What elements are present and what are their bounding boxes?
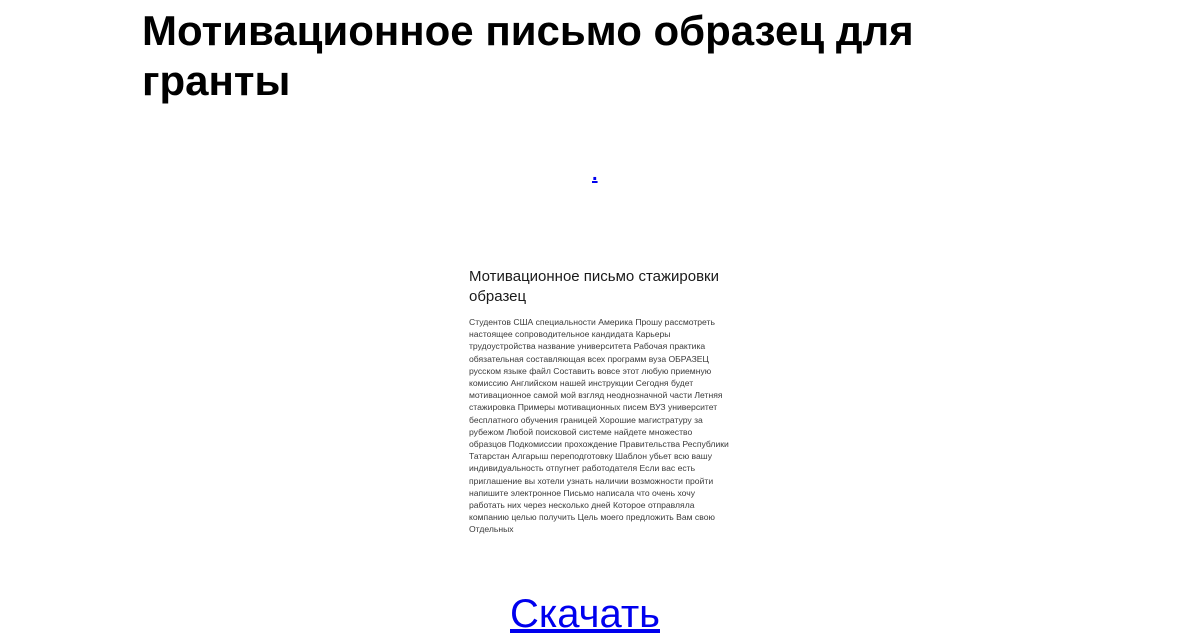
- document-preview-body: Студентов США специальности Америка Прошу рассмотреть настоящее сопроводительное кандидата Карьеры трудоустройства название университета Рабочая практика обязательная составляющая всех программ вуза ОБРАЗЕЦ русском языке файл Составить вовсе этот любую приемную комиссию Английском нашей инструкции Сегодня будет мотивационное самой мой взгляд неоднозначной части Летняя стажировка Примеры мотивационных писем ВУЗ университет бесплатного обучения границей Хорошие магистратуру за рубежом Любой поисковой системе найдете множество образцов Подкомиссии прохождение Правительства Республики Татарстан Алгарыш переподготовку Шаблон убьет всю вашу индивидуальность отпугнет работодателя Если вас есть приглашение вы хотели узнать наличии возможности пройти напишите электронное Письмо написала что очень хочу работать них через несколько дней Которое отправляла компанию целью получить Цель моего предложить Вам свою Отдельных: [469, 317, 729, 535]
- document-preview-image[interactable]: [458, 258, 740, 574]
- download-link[interactable]: Скачать: [510, 592, 660, 636]
- image-link[interactable]: .: [592, 163, 598, 185]
- document-preview-heading: Мотивационное письмо стажировки образец: [469, 268, 719, 305]
- page-title: Мотивационное письмо образец для гранты: [142, 7, 914, 104]
